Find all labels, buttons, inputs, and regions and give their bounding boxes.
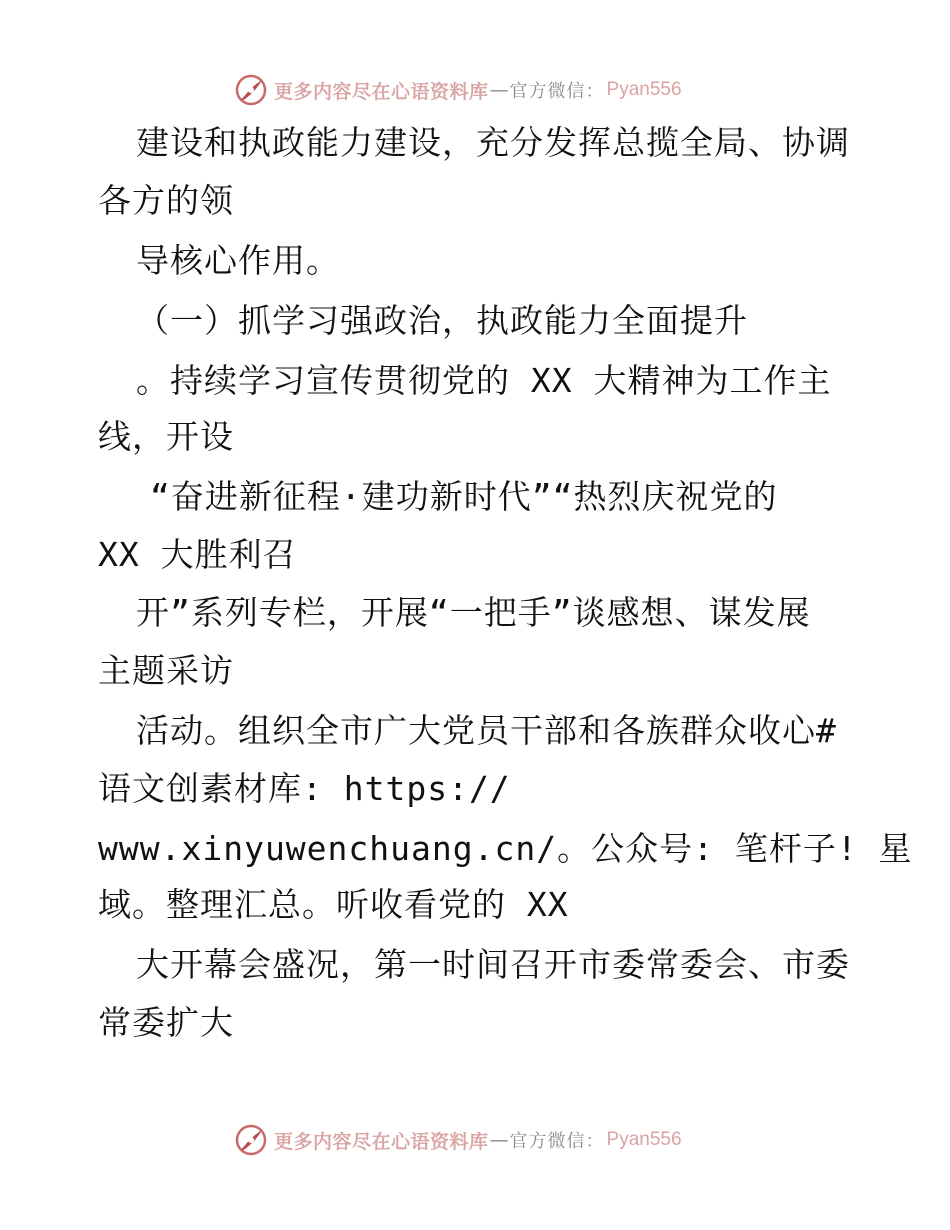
watermark-sub-text: 官方微信： [509, 1131, 605, 1152]
section-heading: （一）抓学习强政治，执政能力全面提升 [136, 301, 748, 340]
body-line: XX 大胜利召 [98, 535, 297, 574]
body-line: 活动。组织全市广大党员干部和各族群众收心# [136, 711, 837, 750]
header-watermark [234, 72, 734, 108]
body-line: 域。整理汇总。听收看党的 XX [98, 885, 569, 924]
footer-watermark [234, 1122, 734, 1158]
feather-pen-logo-icon [234, 73, 268, 107]
body-line: 大开幕会盛况，第一时间召开市委常委会、市委 [136, 945, 850, 984]
watermark-sub-text: 官方微信： [509, 81, 605, 102]
watermark-main-text: 更多内容尽在心语资料库 [274, 1130, 489, 1153]
body-line: 。持续学习宣传贯彻党的 XX 大精神为工作主 [136, 361, 832, 400]
watermark-wechat-id: Pyan556 [606, 79, 682, 100]
watermark-wechat-id: Pyan556 [606, 1129, 682, 1150]
body-line: 线，开设 [98, 417, 234, 456]
feather-pen-logo-icon [234, 1123, 268, 1157]
body-line: 主题采访 [98, 651, 234, 690]
body-line: www.xinyuwenchuang.cn/。公众号: 笔杆子! 星 [98, 829, 913, 868]
watermark-main-text: 更多内容尽在心语资料库 [274, 80, 489, 103]
watermark-dash: — [489, 1129, 509, 1151]
body-line: 语文创素材库: https:// [98, 769, 511, 808]
body-line: 建设和执政能力建设，充分发挥总揽全局、协调 [136, 123, 850, 162]
body-line: “奋进新征程·建功新时代”“热烈庆祝党的 [150, 477, 778, 516]
body-line: 导核心作用。 [136, 241, 340, 280]
body-line: 开”系列专栏，开展“一把手”谈感想、谋发展 [136, 593, 811, 632]
body-line: 常委扩大 [98, 1003, 234, 1042]
body-line: 各方的领 [98, 181, 234, 220]
watermark-dash: — [489, 79, 509, 101]
